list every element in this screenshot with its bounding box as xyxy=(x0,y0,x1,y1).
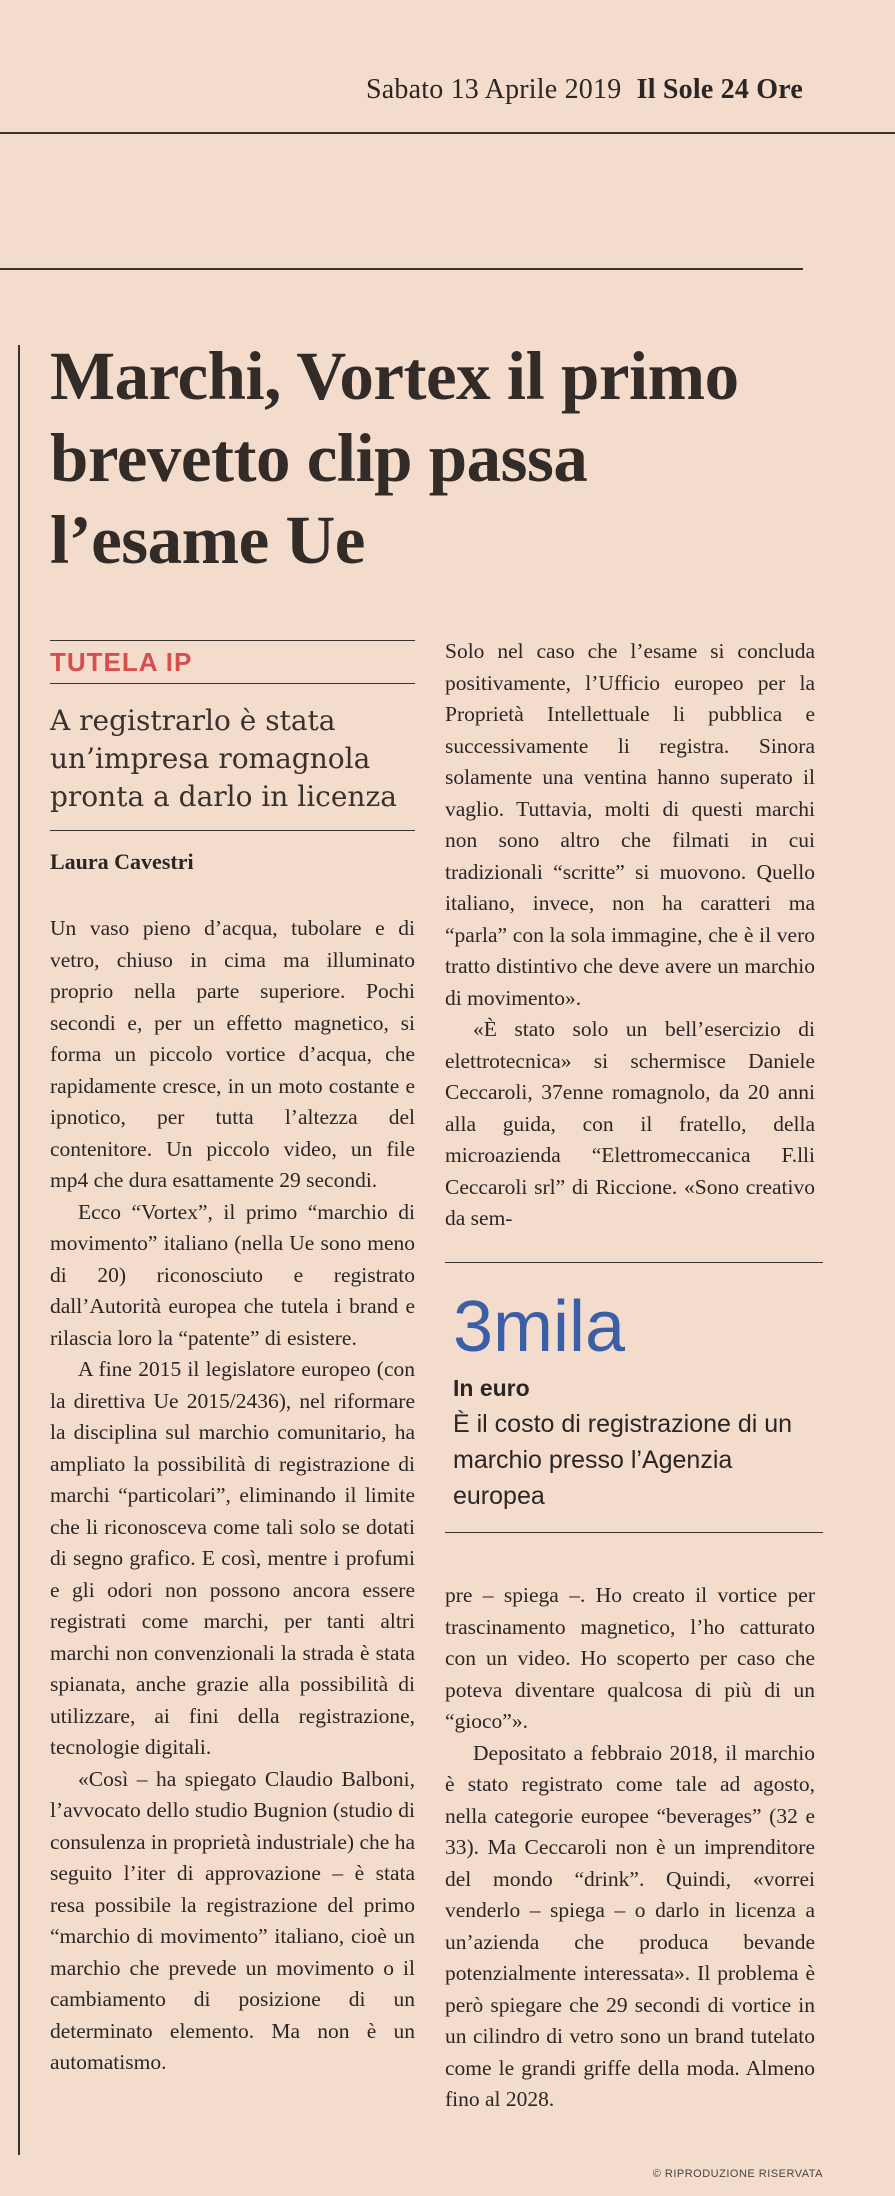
page-header xyxy=(0,62,895,134)
article-subtitle: A registrarlo è stata un’impresa romagnola pronta a darlo in licenza xyxy=(50,702,415,831)
article-column-right-top xyxy=(445,636,815,1235)
paragraph: «È stato solo un bell’esercizio di elettrotecnica» si schermisce Daniele Ceccaroli, 37enne romagnolo, da 20 anni alla guida, con il fratello, della microazienda “Elettromeccanica F.lli Ceccaroli srl” di Riccione. «Sono creativo da sem- xyxy=(445,1017,815,1230)
article-headline: Marchi, Vortex il primo brevetto clip passa l’esame Ue xyxy=(50,338,739,578)
margin-rule xyxy=(18,345,20,2155)
paragraph: Ecco “Vortex”, il primo “marchio di movimento” italiano (nella Ue sono meno di 20) riconosciuto e registrato dall’Autorità europea che tutela i brand e rilascia loro la “patente” di esistere. xyxy=(50,1199,415,1350)
paragraph: Solo nel caso che l’esame si concluda positivamente, l’Ufficio europeo per la Proprietà Intellettuale li pubblica e successivamente li registra. Sinora solamente una ventina hanno superato il vaglio. Tuttavia, molti di questi marchi non sono altro che filmati in cui tradizionali “scritte” si muovono. Quello italiano, invece, non ha caratteri ma “parla” con la sola immagine, che è il vero tratto distintivo che deve avere un marchio di movimento». xyxy=(445,639,815,1010)
section-tag: TUTELA IP xyxy=(50,640,415,684)
section-divider xyxy=(0,268,803,270)
paragraph: Un vaso pieno d’acqua, tubolare e di vetro, chiuso in cima ma illuminato proprio nella parte superiore. Pochi secondi e, per un effetto magnetico, si forma un piccolo vortice d’acqua, che rapidamente cresce, in un moto costante e ipnotico, per tutta l’altezza del contenitore. Un piccolo video, un file mp4 che dura esattamente 29 secondi. xyxy=(50,916,415,1192)
article-author: Laura Cavestri xyxy=(50,849,194,874)
article-column-left xyxy=(50,640,415,2079)
copyright-notice: © RIPRODUZIONE RISERVATA xyxy=(652,2168,823,2180)
body-text-right-bottom xyxy=(445,1580,815,2116)
body-text-left xyxy=(50,913,415,2079)
stat-description: È il costo di registrazione di un marchio presso l’Agenzia europea xyxy=(453,1410,793,1510)
paragraph: «Così – ha spiegato Claudio Balboni, l’avvocato dello studio Bugnion (studio di consulenza in proprietà industriale) che ha seguito l’iter di approvazione – è stata resa possibile la registrazione del primo “marchio di movimento” italiano, cioè un marchio che prevede un movimento o il cambiamento di posizione di un determinato elemento. Ma non è un automatismo. xyxy=(50,1766,415,2074)
newspaper-brand: Il Sole 24 Ore xyxy=(636,74,803,105)
article-column-right-bottom xyxy=(445,1580,815,2116)
paragraph: pre – spiega –. Ho creato il vortice per trascinamento magnetico, l’ho catturato con un video. Ho scoperto per caso che poteva diventare qualcosa di più di un “gioco”». xyxy=(445,1583,815,1733)
stat-value: 3mila xyxy=(453,1287,626,1367)
paragraph: Depositato a febbraio 2018, il marchio è stato registrato come tale ad agosto, nella categorie europee “beverages” (32 e 33). Ma Ceccaroli non è un imprenditore del mondo “drink”. Quindi, «vorrei venderlo – spiega – o darlo in licenza a un’azienda che produca bevande potenzialmente interessata». Il problema è però spiegare che 29 secondi di vortice in un cilindro di vetro sono un brand tutelato come le grandi griffe della moda. Almeno fino al 2028. xyxy=(445,1740,815,2111)
paragraph: A fine 2015 il legislatore europeo (con la direttiva Ue 2015/2436), nel riformare la disciplina sul marchio comunitario, ha ampliato la possibilità di registrazione di marchi “particolari”, eliminando il limite che li riconosceva come tali solo se dotati di segno grafico. E così, mentre i profumi e gli odori non possono ancora essere registrati come marchi, per tanti altri marchi non convenzionali la strada è stata spianata, anche grazie alla possibilità di utilizzare, ai fini della registrazione, tecnologie digitali. xyxy=(50,1357,415,1759)
stat-box xyxy=(445,1262,823,1533)
issue-date: Sabato 13 Aprile 2019 xyxy=(366,74,622,105)
stat-unit: In euro xyxy=(453,1375,530,1401)
body-text-right-top xyxy=(445,636,815,1235)
dateline xyxy=(366,74,803,106)
